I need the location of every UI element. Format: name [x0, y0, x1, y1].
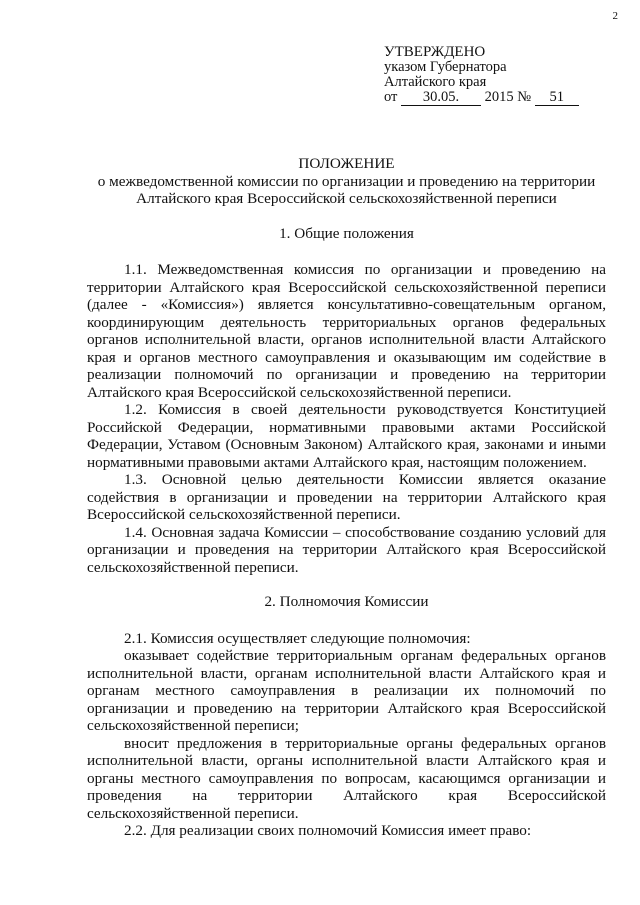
approval-date-prefix: от — [384, 89, 398, 105]
document-subtitle: о межведомственной комиссии по организации и проведению на территории Алтайского края Всероссийской сельскохозяйственной переписи — [97, 172, 596, 207]
section-heading-2: 2. Полномочия Комиссии — [264, 593, 429, 610]
paragraph-1-1: 1.1. Межведомственная комиссия по организации и проведению на территории Алтайского края Всероссийской сельскохозяйственной переписи (далее - «Комиссия») является консультативно-совещательным органом, координирующим деятельность территориальных органов федеральных органов исполнительной власти, органов исполнительной власти Алтайского края и органов местного самоуправления и оказывающим им содействие в реализации полномочий по организации и проведению на территории Алтайского края Всероссийской сельскохозяйственной переписи. — [87, 261, 606, 401]
paragraph-2-1-a: оказывает содействие территориальным органам федеральных органов исполнительной власти, органам исполнительной власти Алтайского края и органам местного самоуправления в реализации их полномочий по организации и проведению на территории Алтайского края Всероссийской сельскохозяйственной переписи; — [87, 647, 606, 734]
document-title: ПОЛОЖЕНИЕ — [298, 155, 395, 172]
approval-date-line — [384, 90, 579, 106]
approval-date: 30.05. — [401, 90, 481, 106]
approval-stamp — [384, 45, 579, 106]
paragraph-2-1-b: вносит предложения в территориальные органы федеральных органов исполнительной власти, органы исполнительной власти Алтайского края и органы местного самоуправления по вопросам, касающимся организации и проведения на территории Алтайского края Всероссийской сельскохозяйственной переписи. — [87, 734, 606, 822]
approval-line-1: указом Губернатора — [384, 59, 507, 75]
document-body — [87, 155, 606, 840]
section-heading-1: 1. Общие положения — [279, 224, 414, 242]
approval-line-2: Алтайского края — [384, 74, 487, 90]
paragraph-2-2: 2.2. Для реализации своих полномочий Комиссия имеет право: — [124, 822, 532, 839]
paragraph-2-1: 2.1. Комиссия осуществляет следующие полномочия: — [124, 629, 471, 647]
paragraph-1-4: 1.4. Основная задача Комиссии – способствование созданию условий для организации и проведения на территории Алтайского края Всероссийской сельскохозяйственной переписи. — [87, 523, 606, 576]
approval-number: 51 — [535, 90, 579, 106]
approval-heading: УТВЕРЖДЕНО — [384, 44, 486, 60]
paragraph-1-2: 1.2. Комиссия в своей деятельности руководствуется Конституцией Российской Федерации, нормативными правовыми актами Российской Федерации, Уставом (Основным Законом) Алтайского края, законами и иными нормативными правовыми актами Алтайского края, настоящим положением. — [87, 401, 606, 471]
page-number: 2 — [612, 10, 618, 22]
approval-year: 2015 № — [484, 89, 532, 105]
paragraph-1-3: 1.3. Основной целью деятельности Комиссии является оказание содействия в организации и проведении на территории Алтайского края Всероссийской сельскохозяйственной переписи. — [87, 471, 606, 523]
